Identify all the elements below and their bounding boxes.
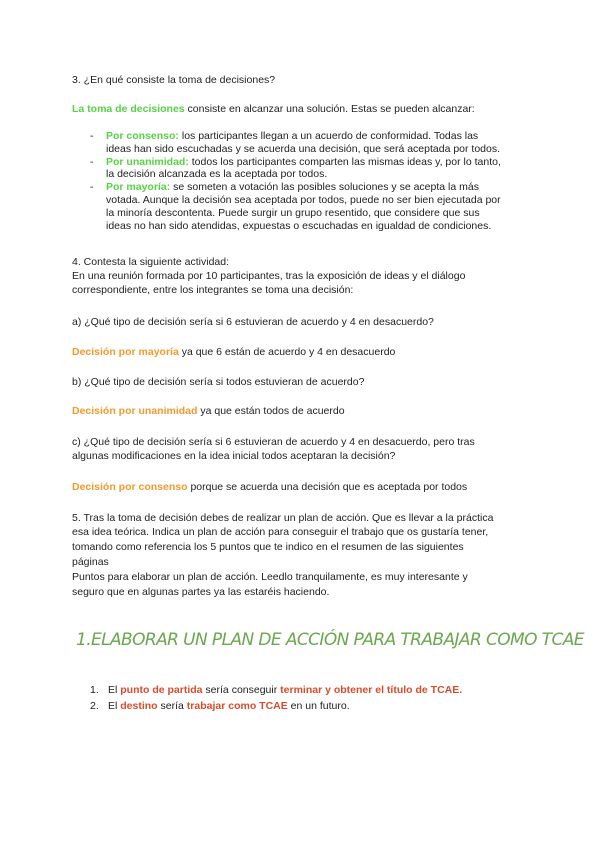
item-text: El [108,684,121,696]
q5-text: páginas [72,556,109,568]
q5-text: esa idea teórica. Indica un plan de acción para conseguir el trabajo que os gustaría tener, [72,526,489,538]
item-label: Por mayoría: [106,181,171,194]
list-item [90,181,501,232]
answer-highlight: Decisión por mayoría [72,346,179,358]
item-highlight: destino [120,700,158,712]
item-text: votada. Aunque la decisión sea aceptada por todos, puede no ser bien ejecutada por [106,193,501,206]
q4-title: 4. Contesta la siguiente actividad: [72,256,230,268]
item-highlight: terminar y obtener el título de TCAE. [280,684,463,696]
q4-context: correspondiente, entre los integrantes se toma una decisión: [72,284,354,296]
q4-context: En una reunión formada por 10 participantes, tras la exposición de ideas y el diálogo [72,270,466,282]
section-heading: 1.ELABORAR UN PLAN DE ACCIÓN PARA TRABAJAR COMO TCAE [76,630,584,650]
item-text: ideas han sido escuchadas y se acuerda una decisión, que será aceptada por todos. [106,142,501,155]
decision-methods-list [90,130,501,232]
q4a-answer [72,346,395,359]
q3-intro-highlight: La toma de decisiones [72,103,185,115]
answer-highlight: Decisión por unanimidad [72,405,198,417]
q3-intro [72,103,475,116]
action-plan-list [90,682,462,714]
item-text: se someten a votación las posibles soluciones y se acepta la más [170,181,479,194]
item-highlight: punto de partida [120,684,203,696]
q5-text: 5. Tras la toma de decisión debes de realizar un plan de acción. Que es llevar a la práctica [72,512,494,524]
answer-text: ya que están todos de acuerdo [197,405,345,417]
item-text: todos los participantes comparten las mismas ideas y, por lo tanto, [188,155,501,168]
list-item [90,130,501,156]
q4b-answer [72,405,345,418]
q5-text: seguro que en algunas partes ya las estaréis haciendo. [72,586,330,598]
q4c-answer [72,481,467,494]
item-text: los participantes llegan a un acuerdo de conformidad. Todas las [178,130,479,142]
item-text: la decisión alcanzada es la aceptada por todos. [106,168,328,181]
q4c-question: algunas modificaciones en la idea inicial todos aceptaran la decisión? [72,450,396,462]
list-item [90,682,462,698]
q4a-question: a) ¿Qué tipo de decisión sería si 6 estuvieran de acuerdo y 4 en desacuerdo? [72,316,434,328]
item-text: la minoría descontenta. Puede surgir un grupo resentido, que considere que sus [106,206,480,219]
answer-text: porque se acuerda una decisión que es aceptada por todos [187,481,468,493]
item-text: en un futuro. [287,700,350,712]
item-text: El [108,700,121,712]
q3-title: 3. ¿En qué consiste la toma de decisiones? [72,74,276,86]
list-item [90,156,501,182]
q4b-question: b) ¿Qué tipo de decisión sería si todos estuvieran de acuerdo? [72,376,365,388]
q3-intro-text: consiste en alcanzar una solución. Estas se pueden alcanzar: [184,103,475,115]
q4c-question: c) ¿Qué tipo de decisión sería si 6 estuvieran de acuerdo y 4 en desacuerdo, pero tras [72,436,475,448]
answer-highlight: Decisión por consenso [72,481,188,493]
list-item [90,698,462,714]
q5-text: tomando como referencia los 5 puntos que te indico en el resumen de las siguientes [72,541,464,553]
item-text: sería conseguir [202,684,281,696]
answer-text: ya que 6 están de acuerdo y 4 en desacuerdo [178,346,396,358]
item-text: ideas no han sido atendidas, expuestas o escuchadas en igualdad de condiciones. [106,219,492,232]
item-text: sería [157,700,187,712]
item-label: Por unanimidad: [106,155,189,168]
item-number: 1. [90,684,99,696]
item-highlight: trabajar como TCAE [186,700,288,712]
item-number: 2. [90,700,99,712]
item-label: Por consenso: [106,130,179,142]
q5-text: Puntos para elaborar un plan de acción. Leedlo tranquilamente, es muy interesante y [72,571,468,583]
